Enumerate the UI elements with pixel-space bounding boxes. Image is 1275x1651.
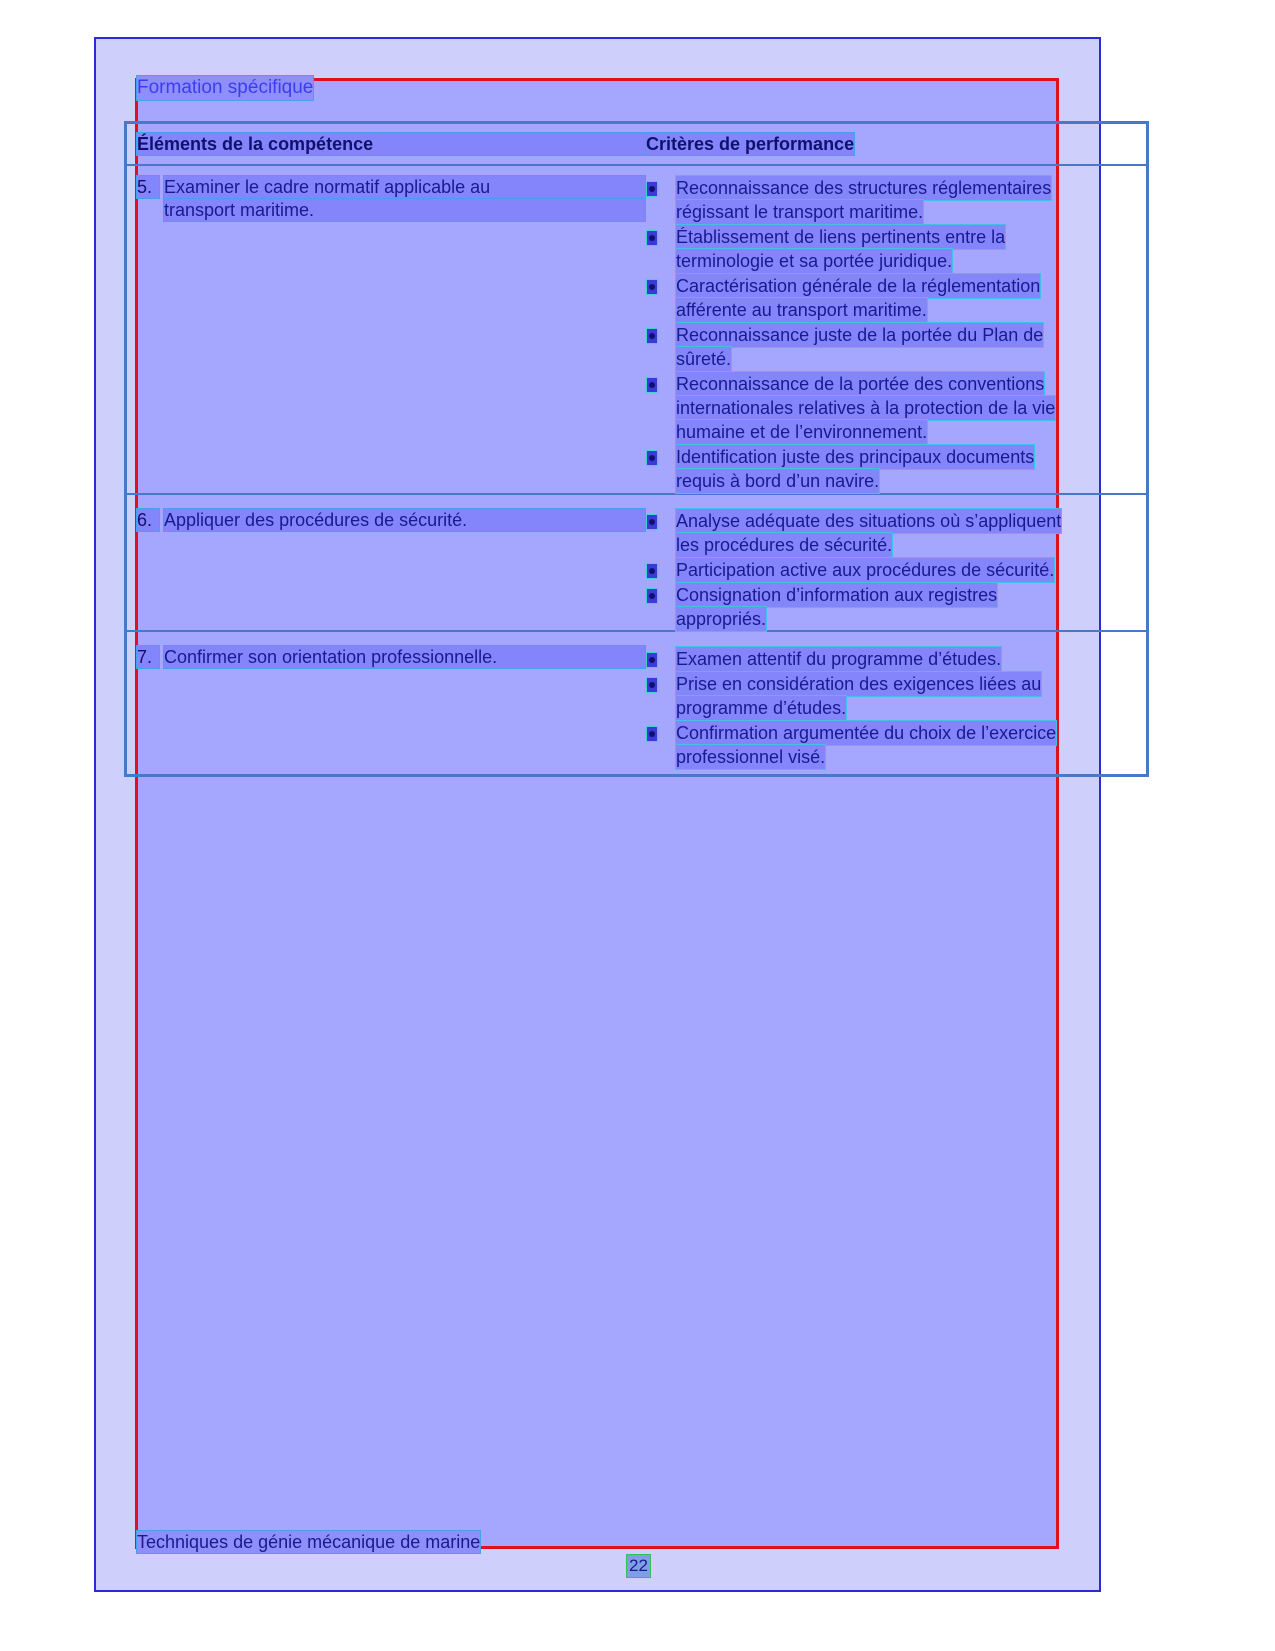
- section-title: Formation spécifique: [137, 77, 314, 98]
- page-number: 22: [629, 1556, 648, 1575]
- bullet-icon: [647, 182, 657, 196]
- criterion-item: Analyse adéquate des situations où s’appliquent les procédures de sécurité.: [676, 511, 1062, 555]
- element-text: Appliquer des procédures de sécurité.: [164, 509, 645, 531]
- element-text: transport maritime.: [164, 199, 645, 221]
- bullet-icon: [647, 280, 657, 294]
- element-number: 6.: [137, 509, 159, 531]
- criterion-item: Identification juste des principaux documents requis à bord d’un navire.: [676, 447, 1035, 491]
- element-number: 5.: [137, 176, 159, 198]
- criterion-item: Reconnaissance juste de la portée du Plan de sûreté.: [676, 325, 1044, 369]
- criterion-item: Caractérisation générale de la réglementation afférente au transport maritime.: [676, 276, 1041, 320]
- bullet-icon: [647, 329, 657, 343]
- criterion-item: Reconnaissance de la portée des conventions internationales relatives à la protection de la vie humaine et de l’environnement.: [676, 374, 1056, 442]
- criterion-item: Confirmation argumentée du choix de l’exercice professionnel visé.: [676, 723, 1057, 767]
- footer-program-title: Techniques de génie mécanique de marine: [137, 1532, 481, 1552]
- element-text: Examiner le cadre normatif applicable au: [164, 176, 645, 198]
- bullet-icon: [647, 589, 657, 603]
- bullet-icon: [647, 451, 657, 465]
- criterion-item: Consignation d’information aux registres appropriés.: [676, 585, 998, 629]
- bullet-icon: [647, 564, 657, 578]
- column-header-criteria: Critères de performance: [646, 134, 855, 154]
- element-text: Confirmer son orientation professionnelle.: [164, 646, 645, 668]
- criterion-item: Examen attentif du programme d’études.: [676, 649, 1002, 669]
- bullet-icon: [647, 231, 657, 245]
- column-header-elements: Éléments de la compétence: [137, 133, 645, 155]
- criterion-item: Établissement de liens pertinents entre la terminologie et sa portée juridique.: [676, 227, 1006, 271]
- bullet-icon: [647, 678, 657, 692]
- bullet-icon: [647, 727, 657, 741]
- row-divider: [124, 493, 1149, 495]
- criterion-item: Reconnaissance des structures réglementaires régissant le transport maritime.: [676, 178, 1052, 222]
- table-header-divider: [124, 164, 1149, 166]
- bullet-icon: [647, 653, 657, 667]
- criterion-item: Participation active aux procédures de sécurité.: [676, 560, 1055, 580]
- element-number: 7.: [137, 646, 159, 668]
- bullet-icon: [647, 378, 657, 392]
- criterion-item: Prise en considération des exigences liées au programme d’études.: [676, 674, 1042, 718]
- bullet-icon: [647, 515, 657, 529]
